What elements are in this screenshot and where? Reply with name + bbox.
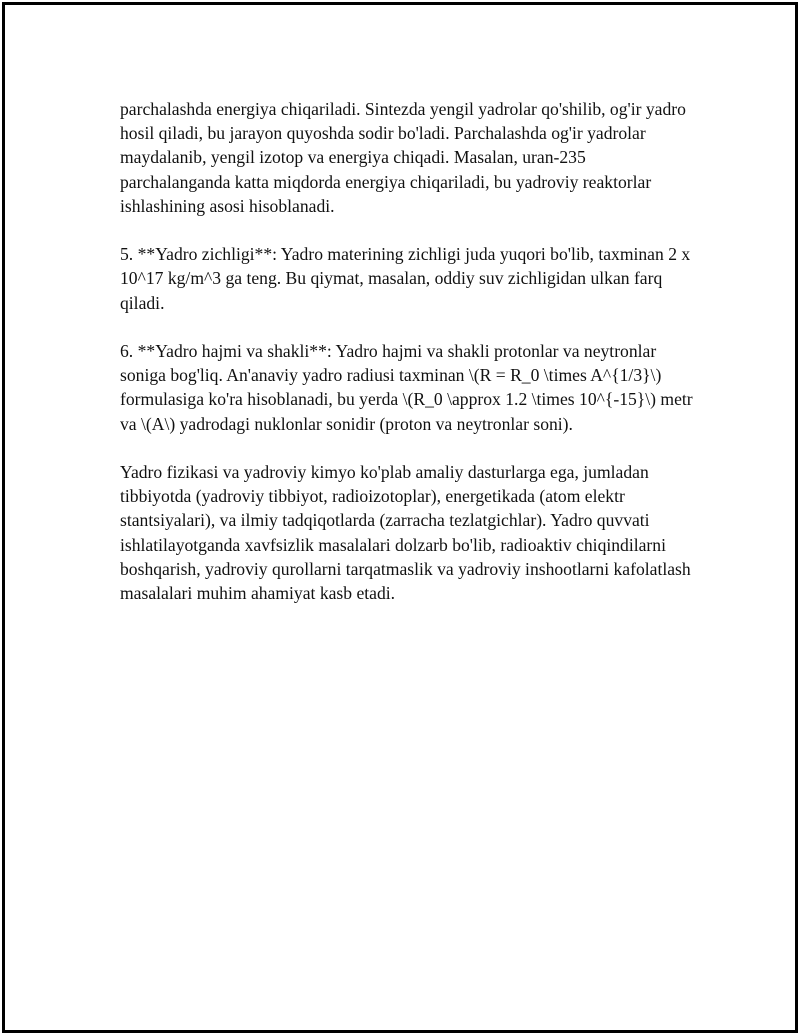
paragraph-nuclear-size-shape: 6. **Yadro hajmi va shakli**: Yadro hajmi va shakli protonlar va neytronlar soniga bog'liq. An'anaviy yadro radiusi taxminan \(R = R_0 \times A^{1/3}\) formulasiga ko'ra hisoblanadi, bu yerda \(R_0 \approx 1.2 \times 10^{-15}\) metr va \(A\) yadrodagi nuklonlar sonidir (proton va neytronlar soni). bbox=[120, 341, 693, 434]
paragraph-fission-fusion: parchalashda energiya chiqariladi. Sintezda yengil yadrolar qo'shilib, og'ir yadro hosil qiladi, bu jarayon quyoshda sodir bo'ladi. Parchalashda og'ir yadrolar maydalanib, yengil izotop va energiya chiqadi. Masalan, uran-235 parchalanganda katta miqdorda energiya chiqariladi, bu yadroviy reaktorlar ishlashining asosi hisoblanadi. bbox=[120, 99, 686, 216]
document-body bbox=[120, 97, 700, 605]
paragraph-nuclear-density: 5. **Yadro zichligi**: Yadro materining zichligi juda yuqori bo'lib, taxminan 2 x 10^17 kg/m^3 ga teng. Bu qiymat, masalan, oddiy suv zichligidan ulkan farq qiladi. bbox=[120, 244, 691, 313]
document-page bbox=[2, 2, 798, 1033]
paragraph-applications: Yadro fizikasi va yadroviy kimyo ko'plab amaliy dasturlarga ega, jumladan tibbiyotda (yadroviy tibbiyot, radioizotoplar), energetikada (atom elektr stantsiyalari), va ilmiy tadqiqotlarda (zarracha tezlatgichlar). Yadro quvvati ishlatilayotganda xavfsizlik masalalari dolzarb bo'lib, radioaktiv chiqindilarni boshqarish, yadroviy qurollarni tarqatmaslik va yadroviy inshootlarni kafolatlash masalalari muhim ahamiyat kasb etadi. bbox=[120, 462, 691, 604]
